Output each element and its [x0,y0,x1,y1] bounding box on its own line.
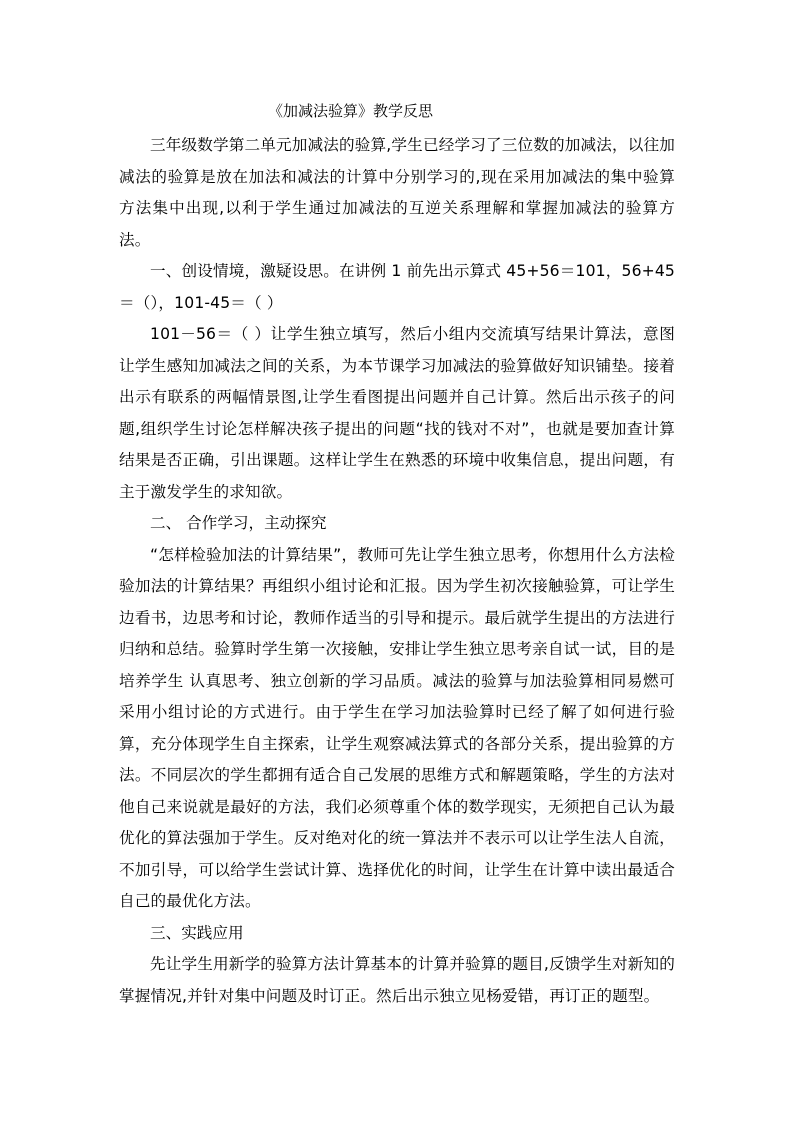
section1-body-paragraph: 101－56＝（ ）让学生独立填写，然后小组内交流填写结果计算法，意图让学生感知加减法之间的关系，为本节课学习加减法的验算做好知识铺垫。接着出示有联系的两幅情景图,让学生看图提出问题并自己计算。然后出示孩子的问题,组织学生讨论怎样解决孩子提出的问题“找的钱对不对”，也就是要加查计算结果是否正确，引出课题。这样让学生在熟悉的环境中收集信息，提出问题，有主于激发学生的求知欲。 [119,325,675,501]
section3-heading: 三、实践应用 [150,923,244,942]
section2-heading: 二、 合作学习，主动探究 [150,514,327,532]
section1-lead-paragraph: 一、创设情境，激疑设思。在讲例 1 前先出示算式 45+56＝101，56+45＝（），101-45＝（ ） [119,262,675,312]
section2-body-paragraph: “怎样检验加法的计算结果”，教师可先让学生独立思考，你想用什么方法检验加法的计算结果？再组织小组讨论和汇报。因为学生初次接触验算，可让学生边看书，边思考和讨论，教师作适当的引导和提示。最后就学生提出的方法进行归纳和总结。验算时学生第一次接触，安排让学生独立思考亲自试一试，目的是培养学生 认真思考、独立创新的学习品质。减法的验算与加法验算相同易燃可采用小组讨论的方式进行。由于学生在学习加法验算时已经了解了如何进行验算，充分体现学生自主探索，让学生观察减法算式的各部分关系，提出验算的方法。不同层次的学生都拥有适合自己发展的思维方式和解题策略，学生的方法对他自己来说就是最好的方法，我们必须尊重个体的数学现实，无须把自己认为最优化的算法强加于学生。反对绝对化的统一算法并不表示可以让学生法人自流，不加引导，可以给学生尝试计算、选择优化的时间，让学生在计算中读出最适合自己的最优化方法。 [119,545,675,910]
section3-body-paragraph: 先让学生用新学的验算方法计算基本的计算并验算的题目,反馈学生对新知的掌握情况,并针对集中问题及时订正。然后出示独立见杨爱错，再订正的题型。 [119,955,675,1005]
intro-paragraph: 三年级数学第二单元加减法的验算,学生已经学习了三位数的加减法，以往加减法的验算是放在加法和减法的计算中分别学习的,现在采用加减法的集中验算方法集中出现,以利于学生通过加减法的互逆关系理解和掌握加减法的验算方法。 [119,136,675,249]
document-title: 《加减法验算》教学反思 [268,102,434,120]
document-body [119,98,675,1012]
